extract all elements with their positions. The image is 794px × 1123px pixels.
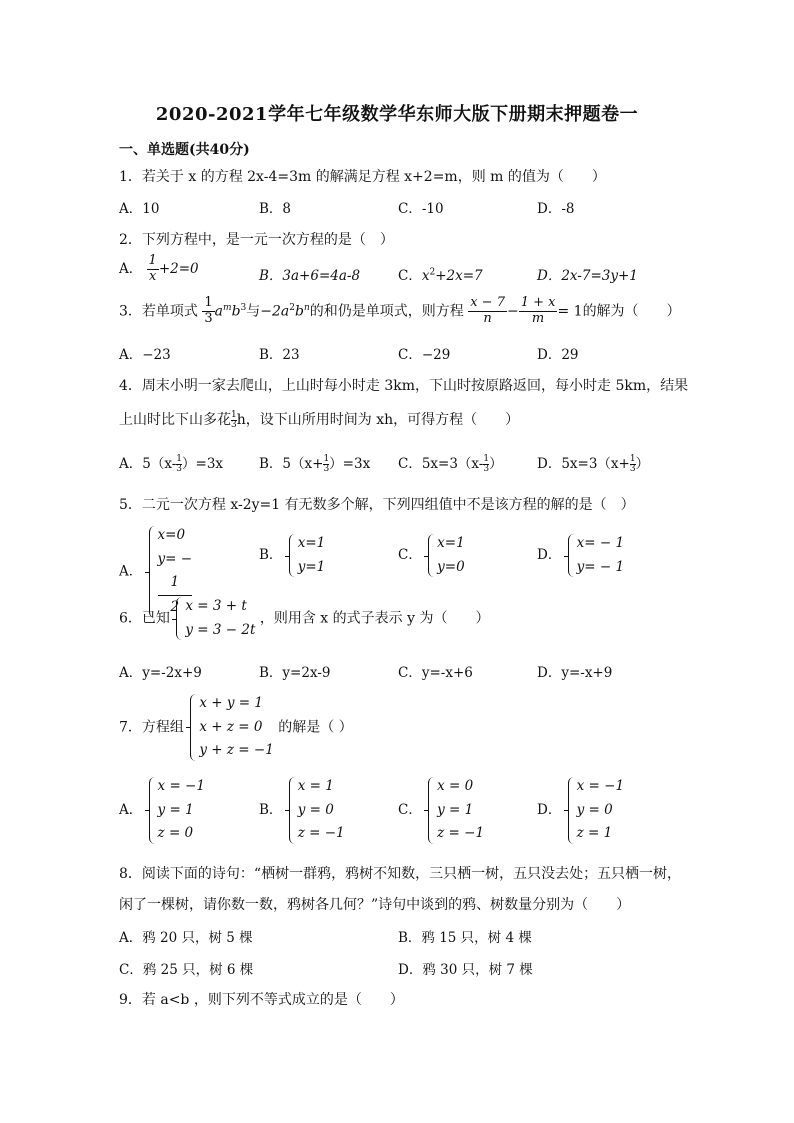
- question-2-option-b: B．3a+6=4a-8: [259, 268, 361, 284]
- question-6-option-b: B．y=2x-9: [259, 665, 331, 681]
- equation-system: x=1 y=1: [287, 532, 326, 579]
- question-8-option-a: A．鸦 20 只，树 5 棵: [119, 930, 253, 946]
- question-4-option-d: D．5x=3（x+ $\frac{1}{3}$ ）: [537, 454, 650, 474]
- question-6-option-a: A．y=-2x+9: [119, 665, 202, 681]
- question-1-option-b: B．8: [259, 201, 292, 217]
- question-5-option-b: B． x=1 y=1: [259, 532, 325, 579]
- question-9-stem: 9．若 a<b ，则下列不等式成立的是（ ）: [119, 992, 404, 1008]
- equation-system: x = −1 y = 0 z = 1: [566, 775, 624, 846]
- equation-system: x=0 y= − 1 2: [147, 524, 193, 620]
- question-3-option-c: C．−29: [398, 347, 451, 363]
- equation-system: x = 1 y = 0 z = −1: [287, 775, 345, 846]
- equation-system: x=1 y=0: [426, 532, 465, 579]
- question-5-option-c: C． x=1 y=0: [398, 532, 465, 579]
- fraction-one-third: $\frac{1}{3}$: [204, 295, 213, 326]
- equation-system: x + y = 1 x + z = 0 y + z = −1: [188, 692, 273, 763]
- question-3-option-a: A．−23: [119, 347, 171, 363]
- fraction-x-minus-7: $\frac{x - 7}{n}$: [470, 295, 505, 326]
- question-4-line-1: 4．周末小明一家去爬山，上山时每小时走 3km，下山时按原路返回，每小时走 5km，结果: [119, 378, 689, 394]
- question-1-option-c: C．-10: [398, 201, 444, 217]
- question-6-option-d: D．y=-x+9: [537, 665, 613, 681]
- fraction-1-plus-x: $\frac{1 + x}{m}$: [520, 295, 556, 326]
- stem-lead: 3．若单项式: [119, 303, 198, 320]
- page-title: 2020-2021学年七年级数学华东师大版下册期末押题卷一: [155, 104, 639, 125]
- equation-system: x = −1 y = 1 z = 0: [147, 775, 205, 846]
- question-5-option-a: A． x=0 y= − 1 2: [119, 524, 192, 620]
- section-heading: 一、单选题(共40分): [119, 142, 250, 158]
- question-4-option-a: A．5（x- $\frac{1}{3}$ ）=3x: [119, 454, 224, 474]
- question-5-option-d: D． x= − 1 y= − 1: [537, 532, 624, 579]
- question-7-stem: 7．方程组 x + y = 1 x + z = 0 y + z = −1 的解是（ ）: [119, 692, 353, 763]
- question-3-option-b: B．23: [259, 347, 300, 363]
- question-8-option-b: B．鸦 15 只，树 4 棵: [398, 930, 532, 946]
- expression-tail: +2=0: [158, 260, 199, 277]
- equation-system: x = 3 + t y = 3 − 2t: [174, 595, 255, 642]
- question-2-option-c: C．$x^2+2x=7$: [398, 267, 483, 284]
- question-8-line-2: 闲了一棵树，请你数一数，鸦树各几何？”诗句中谈到的鸦、树数量分别为（ ）: [119, 897, 631, 913]
- equation-system: x = 0 y = 1 z = −1: [426, 775, 484, 846]
- question-4-option-c: C．5x=3（x- $\frac{1}{3}$ ）: [398, 454, 503, 474]
- question-2-option-d: D．2x-7=3y+1: [537, 268, 638, 284]
- equation-system: x= − 1 y= − 1: [566, 532, 624, 579]
- question-4-line-2: 上山时比下山多花 $\frac{1}{3}$ h，设下山所用时间为 xh，可得方程（ ）: [119, 409, 520, 430]
- question-1-option-a: A．10: [119, 201, 160, 217]
- fraction: $\frac{1}{x}$: [148, 253, 157, 284]
- question-1-option-d: D．-8: [537, 201, 575, 217]
- fraction-one-third: $\frac{1}{3}$: [231, 409, 237, 430]
- option-label: C．: [398, 268, 422, 284]
- question-3-stem: 3．若单项式 $\frac{1}{3}$ $a^mb^3$与$-2a^2b^n$的和仍是单项式，则方程 $\frac{x - 7}{n}$ − $\frac{1 + x}{m}$ = 1的解为（ ）: [119, 295, 681, 326]
- question-2-option-a: [119, 254, 199, 285]
- question-2-stem: 2．下列方程中，是一元一次方程的是（ ）: [119, 232, 394, 248]
- question-8-option-c: C．鸦 25 只，树 6 棵: [119, 962, 254, 978]
- question-8-line-1: 8．阅读下面的诗句：“栖树一群鸦，鸦树不知数，三只栖一树，五只没去处；五只栖一树，: [119, 866, 682, 882]
- question-6-option-c: C．y=-x+6: [398, 665, 473, 681]
- question-3-option-d: D．29: [537, 347, 579, 363]
- question-7-option-d: D． x = −1 y = 0 z = 1: [537, 775, 624, 846]
- question-4-option-b: B．5（x+ $\frac{1}{3}$ ）=3x: [259, 454, 371, 474]
- question-7-option-a: A． x = −1 y = 1 z = 0: [119, 775, 205, 846]
- question-5-stem: 5．二元一次方程 x-2y=1 有无数多个解，下列四组值中不是该方程的解的是（ ）: [119, 497, 635, 513]
- question-1-stem: 1．若关于 x 的方程 2x-4=3m 的解满足方程 x+2=m，则 m 的值为（ ）: [119, 169, 606, 185]
- question-8-option-d: D．鸦 30 只，树 7 棵: [398, 962, 533, 978]
- question-7-option-b: B． x = 1 y = 0 z = −1: [259, 775, 345, 846]
- option-label: A．: [119, 260, 143, 277]
- question-7-option-c: C． x = 0 y = 1 z = −1: [398, 775, 484, 846]
- question-6-stem: 6．已知 x = 3 + t y = 3 − 2t ，则用含 x 的式子表示 y 为（ ）: [119, 595, 489, 642]
